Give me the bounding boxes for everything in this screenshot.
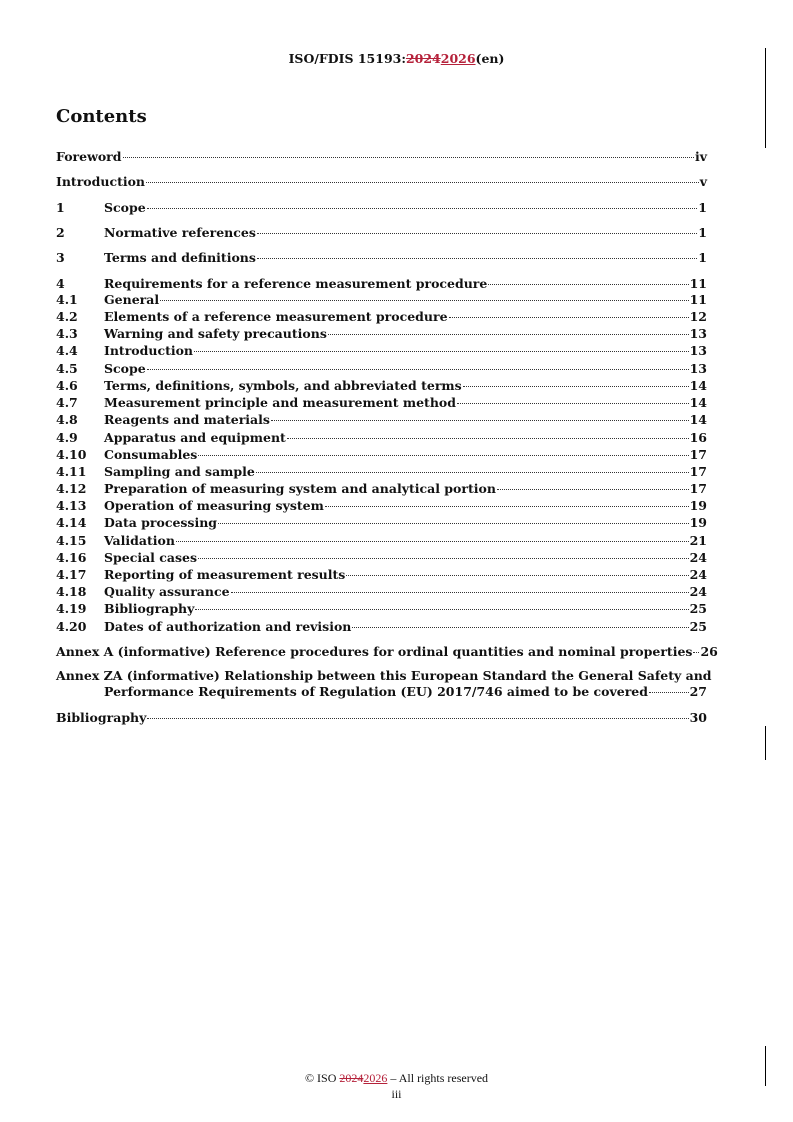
toc-entry-number: 4 [56, 276, 65, 291]
toc-entry-number: 4.8 [56, 412, 78, 427]
toc-entry-number: 4.12 [56, 481, 87, 496]
toc-entry-label: Elements of a reference measurement procedure [104, 309, 448, 324]
toc-entry-label: Validation [104, 533, 175, 548]
copyright-suffix: – All rights reserved [387, 1071, 489, 1085]
toc-entry-label: Performance Requirements of Regulation (EU) 2017/746 aimed to be covered [104, 684, 648, 699]
toc-entry-page: 13 [689, 343, 707, 358]
toc-entry[interactable] [56, 584, 707, 600]
toc-entry-label: Foreword [56, 149, 122, 164]
toc-entry[interactable] [56, 601, 707, 617]
toc-entry-number: 4.5 [56, 361, 78, 376]
leader-dots [147, 369, 689, 370]
leader-dots [147, 718, 688, 719]
toc-entry-number: 4.19 [56, 601, 87, 616]
toc-entry[interactable] [56, 567, 707, 583]
toc-entry[interactable] [56, 326, 707, 342]
leader-dots [218, 523, 689, 524]
toc-entry-label: General [104, 292, 160, 307]
toc-entry[interactable] [56, 550, 707, 566]
toc-entry-number: 4.14 [56, 515, 87, 530]
toc-entry-page: iv [694, 149, 707, 164]
toc-entry-page: 24 [689, 550, 707, 565]
leader-dots [176, 541, 689, 542]
toc-entry[interactable] [56, 447, 707, 463]
leader-dots [256, 472, 689, 473]
toc-entry-label: Quality assurance [104, 584, 230, 599]
leader-dots [271, 420, 689, 421]
leader-dots [497, 489, 689, 490]
leader-dots [352, 627, 688, 628]
toc-entry-number: 4.17 [56, 567, 87, 582]
toc-entry-page: 16 [689, 430, 707, 445]
toc-entry-page: 14 [689, 412, 707, 427]
page-title: Contents [56, 106, 147, 127]
page-footer [0, 1071, 793, 1103]
toc-entry-label: Introduction [104, 343, 194, 358]
leader-dots [198, 455, 688, 456]
toc-entry[interactable] [56, 174, 707, 190]
leader-dots [649, 692, 689, 693]
toc-entry-label: Preparation of measuring system and analytical portion [104, 481, 496, 496]
toc-entry-label: Requirements for a reference measurement procedure [104, 276, 488, 291]
copyright-prefix: © ISO [304, 1071, 340, 1085]
leader-dots [328, 334, 689, 335]
toc-entry-page: 17 [689, 464, 707, 479]
toc-entry-label: Reporting of measurement results [104, 567, 346, 582]
toc-entry-number: 4.16 [56, 550, 87, 565]
leader-dots [449, 317, 689, 318]
toc-entry-number: 3 [56, 250, 65, 265]
toc-entry-page: 24 [689, 567, 707, 582]
toc-entry-annex-za[interactable] [56, 668, 712, 700]
toc-entry-label: Data processing [104, 515, 218, 530]
toc-entry-page: 14 [689, 378, 707, 393]
leader-dots [257, 258, 697, 259]
toc-entry[interactable] [56, 644, 718, 660]
toc-entry-label: Terms and definitions [104, 250, 256, 265]
table-of-contents [56, 0, 718, 1122]
change-bar [765, 48, 766, 148]
toc-entry-number: 4.13 [56, 498, 87, 513]
toc-entry[interactable] [56, 619, 707, 635]
toc-entry-number: 4.15 [56, 533, 87, 548]
toc-entry[interactable] [56, 498, 707, 514]
toc-entry-label: Special cases [104, 550, 198, 565]
toc-entry-label: Measurement principle and measurement method [104, 395, 456, 410]
toc-entry-page: 26 [700, 644, 718, 659]
toc-entry-number: 4.6 [56, 378, 78, 393]
header-year-deleted: 2024 [405, 51, 441, 66]
toc-entry-page: 11 [689, 276, 707, 291]
footer-year-inserted: 2026 [363, 1071, 388, 1085]
toc-entry-page: 1 [698, 200, 707, 215]
toc-entry-page: 17 [689, 481, 707, 496]
toc-entry-label: Scope [104, 361, 146, 376]
toc-entry-page: 13 [689, 326, 707, 341]
toc-entry-page: 11 [689, 292, 707, 307]
toc-entry[interactable] [56, 412, 707, 428]
toc-entry[interactable] [56, 250, 707, 266]
toc-entry-page: 13 [689, 361, 707, 376]
leader-dots [457, 403, 689, 404]
toc-entry[interactable] [56, 515, 707, 531]
leader-dots [147, 208, 698, 209]
footer-year-deleted: 2024 [339, 1071, 364, 1085]
toc-entry-label: Apparatus and equipment [104, 430, 286, 445]
toc-entry-label: Reagents and materials [104, 412, 270, 427]
leader-dots [488, 284, 688, 285]
toc-entry-label: Normative references [104, 225, 256, 240]
toc-entry-label: Bibliography [56, 710, 147, 725]
toc-entry-page: 17 [689, 447, 707, 462]
toc-entry-page: 1 [698, 250, 707, 265]
change-bar [765, 726, 766, 760]
toc-entry[interactable] [56, 276, 707, 292]
toc-entry-number: 4.18 [56, 584, 87, 599]
toc-entry-bibliography[interactable] [56, 710, 707, 726]
toc-entry-number: 1 [56, 200, 65, 215]
toc-entry-page: 19 [689, 498, 707, 513]
toc-entry[interactable] [56, 343, 707, 359]
toc-entry-page: 25 [689, 619, 707, 634]
leader-dots [325, 506, 689, 507]
copyright-notice [0, 1071, 793, 1087]
toc-entry-page: 12 [689, 309, 707, 324]
toc-entry[interactable] [56, 292, 707, 308]
toc-entry-label: Introduction [56, 174, 146, 189]
toc-entry-label: Terms, definitions, symbols, and abbreviated terms [104, 378, 462, 393]
toc-entry[interactable] [56, 309, 707, 325]
toc-entry[interactable] [56, 225, 707, 241]
toc-entry[interactable] [56, 481, 707, 497]
leader-dots [257, 233, 697, 234]
toc-entry[interactable] [56, 464, 707, 480]
toc-entry[interactable] [56, 378, 707, 394]
toc-entry-number: 4.3 [56, 326, 78, 341]
toc-entry-number: 4.1 [56, 292, 78, 307]
toc-entry-label: Annex ZA (informative) Relationship between this European Standard the General Safety and [56, 668, 712, 683]
toc-entry-number: 4.11 [56, 464, 87, 479]
toc-entry-page: 30 [689, 710, 707, 725]
leader-dots [287, 438, 689, 439]
toc-entry-label: Dates of authorization and revision [104, 619, 352, 634]
leader-dots [463, 386, 689, 387]
toc-entry-number: 4.7 [56, 395, 78, 410]
toc-entry[interactable] [56, 200, 707, 216]
header-prefix: ISO/FDIS 15193: [288, 51, 406, 66]
toc-entry-label: Consumables [104, 447, 198, 462]
toc-entry-label: Sampling and sample [104, 464, 255, 479]
toc-entry[interactable] [56, 361, 707, 377]
toc-entry-number: 4.20 [56, 619, 87, 634]
toc-entry-label: Scope [104, 200, 146, 215]
leader-dots [231, 592, 689, 593]
header-year-inserted: 2026 [440, 51, 476, 66]
toc-entry-page: 21 [689, 533, 707, 548]
leader-dots [194, 351, 689, 352]
leader-dots [146, 182, 699, 183]
page-number: iii [391, 1087, 402, 1101]
toc-entry-label: Warning and safety precautions [104, 326, 327, 341]
toc-entry-label: Annex A (informative) Reference procedures for ordinal quantities and nominal properties [56, 644, 693, 659]
leader-dots [198, 558, 689, 559]
leader-dots [160, 300, 688, 301]
toc-entry-page: 24 [689, 584, 707, 599]
toc-entry-page: v [699, 174, 707, 189]
toc-entry[interactable] [56, 149, 707, 165]
header-suffix: (en) [475, 51, 505, 66]
toc-entry-label: Bibliography [104, 601, 195, 616]
toc-entry-number: 2 [56, 225, 65, 240]
leader-dots [123, 157, 694, 158]
leader-dots [195, 609, 688, 610]
toc-entry-number: 4.10 [56, 447, 87, 462]
toc-entry[interactable] [56, 395, 707, 411]
toc-entry[interactable] [56, 430, 707, 446]
toc-entry-number: 4.4 [56, 343, 78, 358]
toc-entry[interactable] [56, 533, 707, 549]
leader-dots [346, 575, 688, 576]
toc-entry-label: Operation of measuring system [104, 498, 324, 513]
leader-dots [693, 652, 699, 653]
toc-entry-number: 4.2 [56, 309, 78, 324]
toc-entry-page: 14 [689, 395, 707, 410]
toc-entry-page: 25 [689, 601, 707, 616]
toc-entry-number: 4.9 [56, 430, 78, 445]
toc-entry-page: 1 [698, 225, 707, 240]
toc-entry-page: 19 [689, 515, 707, 530]
toc-entry-page: 27 [689, 684, 707, 699]
